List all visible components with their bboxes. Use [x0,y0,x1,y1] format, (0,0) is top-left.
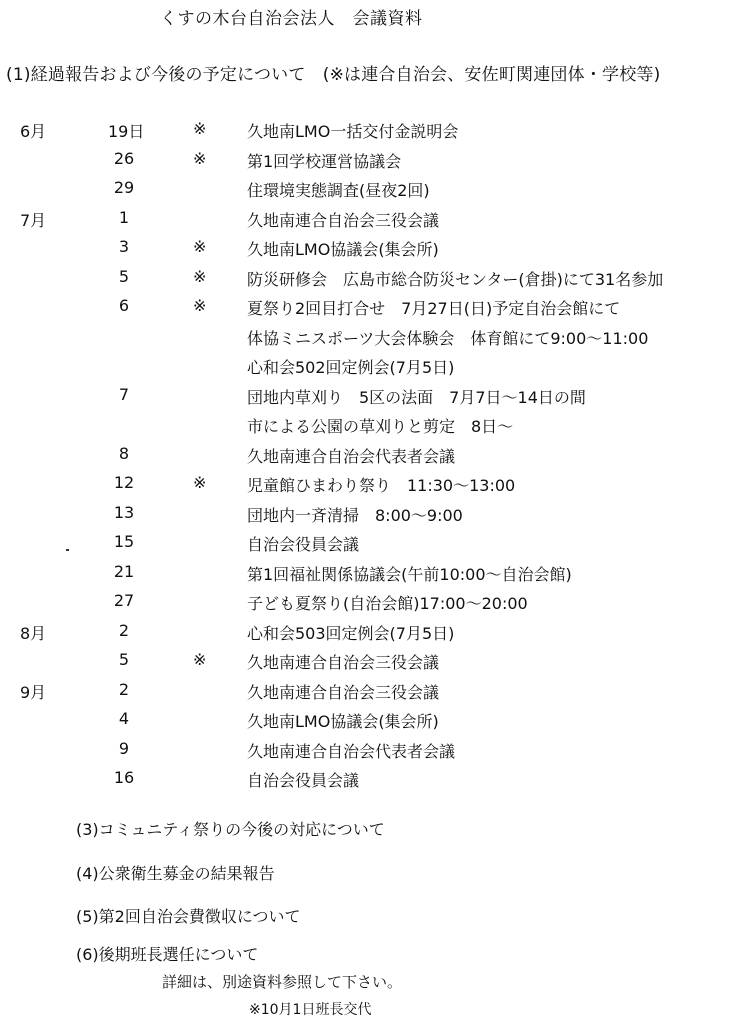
schedule-day: 4 [118,709,130,728]
schedule-day: 2 [118,620,130,640]
section-1-heading: (1)経過報告および今後の予定について (※は連合自治会、安佐町関連団体・学校等) [6,65,661,85]
schedule-event: 久地南LMO協議会(集会所) [247,712,439,731]
schedule-event: 体協ミニスポーツ大会体験会 体育館にて9:00～11:00 [247,328,649,348]
schedule-row [0,115,737,145]
section-3-heading: (3)コミュニティ祭りの今後の対応について [76,820,385,839]
schedule-row [0,499,737,529]
schedule-event: 自治会役員会議 [247,771,360,790]
schedule-event: 久地南連合自治会代表者会議 [247,741,456,761]
schedule-row [0,676,737,706]
schedule-event: 久地南連合自治会三役会議 [247,682,440,702]
schedule-row [0,145,737,175]
schedule-event: 久地南連合自治会三役会議 [247,653,440,672]
schedule-row [0,233,737,263]
schedule-event: 夏祭り2回目打合せ 7月27日(日)予定自治会館にて [247,299,621,318]
schedule-row [0,263,737,293]
schedule-day: 13 [113,502,135,522]
schedule-mark: ※ [193,119,207,138]
schedule-event: 自治会役員会議 [247,535,360,554]
schedule-month: 9月 [20,682,47,702]
schedule-event: 心和会503回定例会(7月5日) [247,623,455,643]
schedule-event: 久地南LMO一括交付金説明会 [247,122,459,141]
schedule-row [0,174,737,204]
schedule-event: 久地南連合自治会代表者会議 [247,446,456,466]
schedule-day: 3 [118,237,130,256]
schedule-event: 団地内一斉清掃 8:00～9:00 [247,505,463,525]
schedule-row [0,528,737,558]
schedule-day: 26 [113,148,135,168]
schedule-row [0,204,737,234]
schedule-mark: ※ [193,473,207,492]
schedule-row [0,292,737,322]
schedule-event: 市による公園の草刈りと剪定 8日～ [247,417,514,436]
handover-note: ※10月1日班長交代 [249,1002,372,1018]
schedule-day: 5 [118,266,130,286]
section-6-heading: (6)後期班長選任について [76,945,259,964]
section-5-heading: (5)第2回自治会費徴収について [76,907,301,926]
schedule-day: 5 [118,650,130,669]
schedule-day: 21 [113,561,135,581]
schedule-day: 27 [113,591,135,610]
schedule-row [0,764,737,794]
document-title: くすの木台自治会法人 会議資料 [160,9,423,29]
schedule-row [0,558,737,588]
schedule-day: 15 [113,532,135,551]
schedule-event: 第1回学校運営協議会 [247,151,402,171]
schedule-mark: ※ [193,650,207,669]
schedule-day: 9 [118,738,130,758]
schedule-day: 16 [113,768,135,787]
schedule-row [0,440,737,470]
schedule-row [0,617,737,647]
schedule-row [0,587,737,617]
schedule-row [0,322,737,352]
schedule-mark: ※ [193,266,207,286]
schedule-row [0,381,737,411]
schedule-row [0,705,737,735]
schedule-mark: ※ [193,148,207,168]
schedule-day: 8 [118,443,130,463]
schedule-month: 8月 [20,623,47,643]
schedule-event: 心和会502回定例会(7月5日) [247,358,455,377]
section-4-heading: (4)公衆衛生募金の結果報告 [76,864,275,883]
schedule-day: 19日 [108,122,145,141]
scan-speck [66,549,69,551]
schedule-mark: ※ [193,237,207,256]
schedule-event: 久地南連合自治会三役会議 [247,210,440,230]
schedule-day: 7 [118,384,130,404]
schedule-row [0,735,737,765]
schedule-event: 団地内草刈り 5区の法面 7月7日～14日の間 [247,387,586,407]
schedule-month: 6月 [20,122,47,141]
schedule-event: 住環境実態調査(昼夜2回) [247,181,430,200]
schedule-event: 防災研修会 広島市総合防災センター(倉掛)にて31名参加 [247,269,664,289]
schedule-day: 12 [113,473,135,492]
schedule-row [0,469,737,499]
schedule-event: 第1回福祉関係協議会(午前10:00～自治会館) [247,564,572,584]
schedule-event: 児童館ひまわり祭り 11:30～13:00 [247,476,516,495]
schedule-event: 久地南LMO協議会(集会所) [247,240,439,259]
schedule-row [0,410,737,440]
schedule-mark: ※ [193,296,207,315]
schedule-month: 7月 [20,210,47,230]
schedule-list [0,115,737,794]
schedule-day: 2 [118,679,130,699]
details-note: 詳細は、別途資料参照して下さい。 [162,973,403,991]
schedule-day: 1 [118,207,130,227]
schedule-row [0,646,737,676]
schedule-row [0,351,737,381]
schedule-event: 子ども夏祭り(自治会館)17:00～20:00 [247,594,528,613]
schedule-day: 6 [118,296,130,315]
schedule-day: 29 [113,178,135,197]
